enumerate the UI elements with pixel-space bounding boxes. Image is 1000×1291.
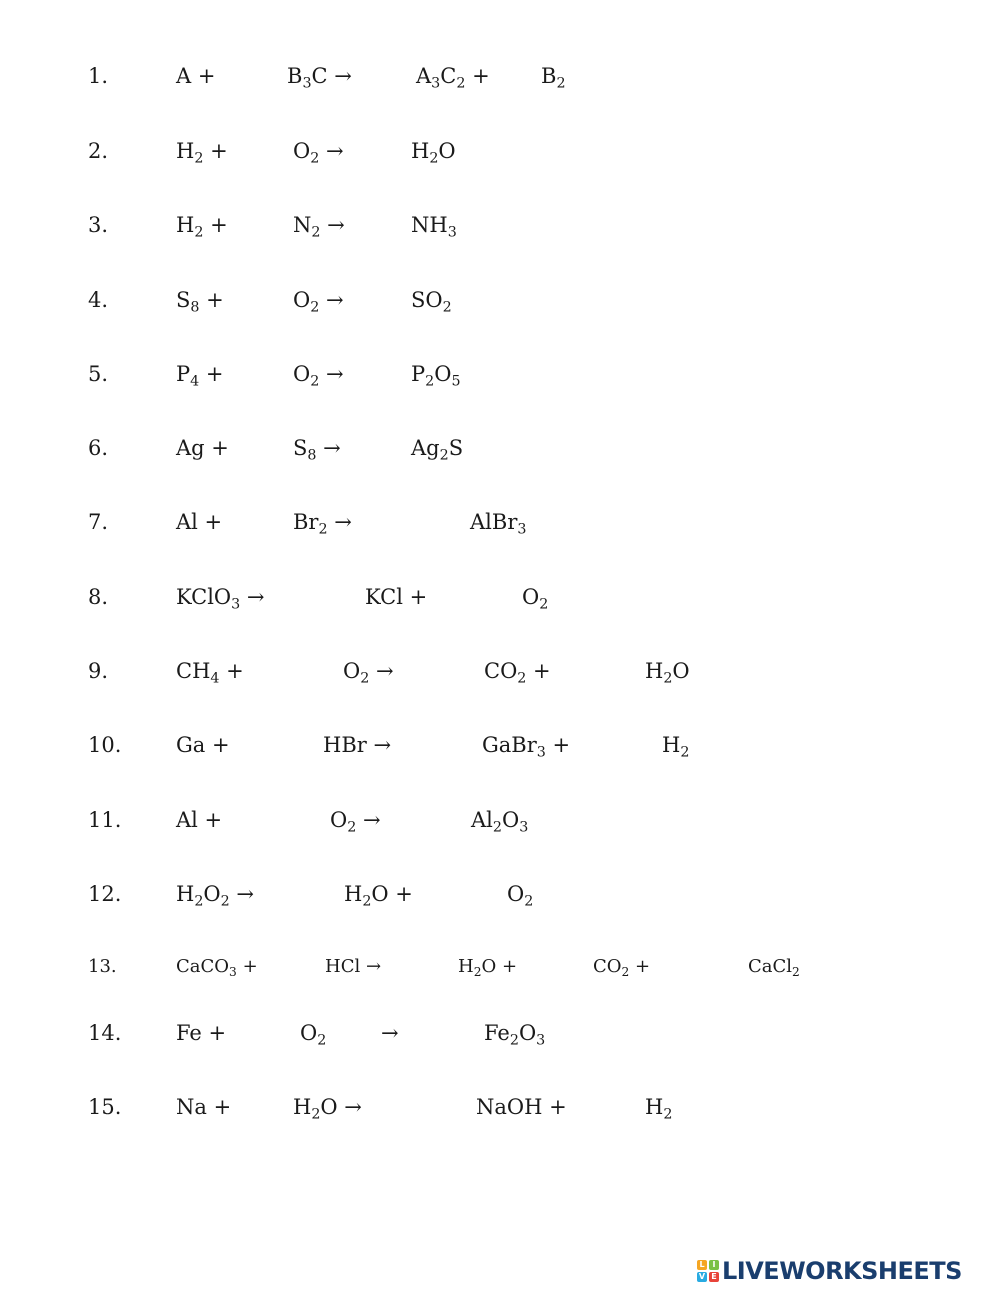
equation-term: KClO$_3$ → — [176, 585, 265, 613]
equation-row — [0, 884, 1000, 924]
equation-term: $CO_2$ + — [593, 956, 651, 979]
equation-number: 6. — [88, 436, 109, 460]
logo-tile: V — [698, 1272, 706, 1281]
equation-term: $Br_2$ → — [293, 510, 352, 538]
equation-row — [0, 1097, 1000, 1137]
equation-row — [0, 1023, 1000, 1063]
equation-number: 14. — [88, 1021, 122, 1045]
equation-row — [0, 141, 1000, 181]
equation-term: $Al_2O_3$ — [471, 808, 529, 836]
equation-term: $S_8$ → — [293, 436, 341, 464]
equation-term: A + — [176, 64, 216, 88]
equation-term: $H_2$ — [645, 1095, 673, 1123]
equation-term: $O_2$ — [300, 1021, 327, 1049]
equation-number: 12. — [88, 882, 122, 906]
equation-term: $Ag_2S$ — [411, 436, 464, 464]
equation-term: $O_2$ — [507, 882, 534, 910]
equation-term: CaCO$_3$ + — [176, 956, 258, 979]
equation-term: $N_2$ → — [293, 213, 345, 241]
equation-term: $H_2$ + — [176, 139, 228, 167]
equation-number: 9. — [88, 659, 109, 683]
equation-term: $B_3C$ → — [287, 64, 352, 92]
equation-number: 3. — [88, 213, 109, 237]
equation-term: NaOH + — [476, 1095, 567, 1119]
equation-term: $H_2O$ → — [293, 1095, 362, 1123]
equation-term: $S_8$ + — [176, 288, 224, 316]
equation-number: 13. — [88, 956, 117, 977]
equation-term: $A_3C_2$ + — [416, 64, 490, 92]
equation-number: 2. — [88, 139, 109, 163]
equation-term: $O_2$ → — [293, 288, 344, 316]
liveworksheets-logo — [697, 1257, 962, 1285]
equation-row — [0, 438, 1000, 478]
equation-term: $H_2$ — [662, 733, 690, 761]
equation-number: 5. — [88, 362, 109, 386]
equation-term: Al + — [176, 510, 223, 534]
equation-number: 7. — [88, 510, 109, 534]
equation-term: $H_2O$ + — [458, 956, 518, 979]
equation-term: Fe + — [176, 1021, 227, 1045]
logo-text: LIVEWORKSHEETS — [722, 1257, 962, 1285]
logo-tile: E — [709, 1272, 719, 1282]
equation-term: $O_2$ → — [343, 659, 394, 687]
equation-term: $H_2O$ — [645, 659, 690, 687]
equation-row — [0, 587, 1000, 627]
logo-tiles-icon — [697, 1260, 719, 1282]
equation-term: $H_2$ + — [176, 213, 228, 241]
equation-term: $H_2O$ + — [344, 882, 413, 910]
logo-tile: I — [709, 1260, 719, 1270]
equation-term: $P_2O_5$ — [411, 362, 461, 390]
equation-number: 1. — [88, 64, 109, 88]
equation-term: $P_4$ + — [176, 362, 224, 390]
equation-term: HBr → — [323, 733, 392, 757]
equation-row — [0, 364, 1000, 404]
equation-term: $Fe_2O_3$ — [484, 1021, 546, 1049]
equation-number: 4. — [88, 288, 109, 312]
equation-row — [0, 735, 1000, 775]
equation-row — [0, 661, 1000, 701]
equation-term: Na + — [176, 1095, 232, 1119]
equation-term: $CH_4$ + — [176, 659, 244, 687]
equation-term: $O_2$ → — [293, 139, 344, 167]
equation-row — [0, 958, 1000, 998]
equation-row — [0, 512, 1000, 552]
equation-term: $O_2$ — [522, 585, 549, 613]
equation-number: 15. — [88, 1095, 122, 1119]
equation-row — [0, 810, 1000, 850]
equation-term: CaCl$_2$ — [748, 956, 800, 979]
equation-term: $B_2$ — [541, 64, 566, 92]
equation-term: GaBr$_3$ + — [482, 733, 571, 761]
equation-term: $NH_3$ — [411, 213, 457, 241]
logo-tile: L — [697, 1260, 707, 1270]
equation-number: 10. — [88, 733, 122, 757]
equation-term: $H_2O_2$ → — [176, 882, 254, 910]
equation-number: 11. — [88, 808, 122, 832]
equation-term: $SO_2$ — [411, 288, 452, 316]
equation-row — [0, 215, 1000, 255]
equation-number: 8. — [88, 585, 109, 609]
equation-term: AlBr$_3$ — [470, 510, 527, 538]
equation-term: KCl + — [365, 585, 428, 609]
equation-term: $O_2$ → — [330, 808, 381, 836]
equation-term: Al + — [176, 808, 223, 832]
equation-term: Ag + — [176, 436, 229, 460]
equation-term: $CO_2$ + — [484, 659, 551, 687]
equation-row — [0, 66, 1000, 106]
equation-term: $O_2$ → — [293, 362, 344, 390]
equation-term: HCl → — [325, 956, 382, 977]
equation-term: $H_2O$ — [411, 139, 456, 167]
equation-term: Ga + — [176, 733, 230, 757]
equation-row — [0, 290, 1000, 330]
equation-term: → — [381, 1021, 399, 1045]
